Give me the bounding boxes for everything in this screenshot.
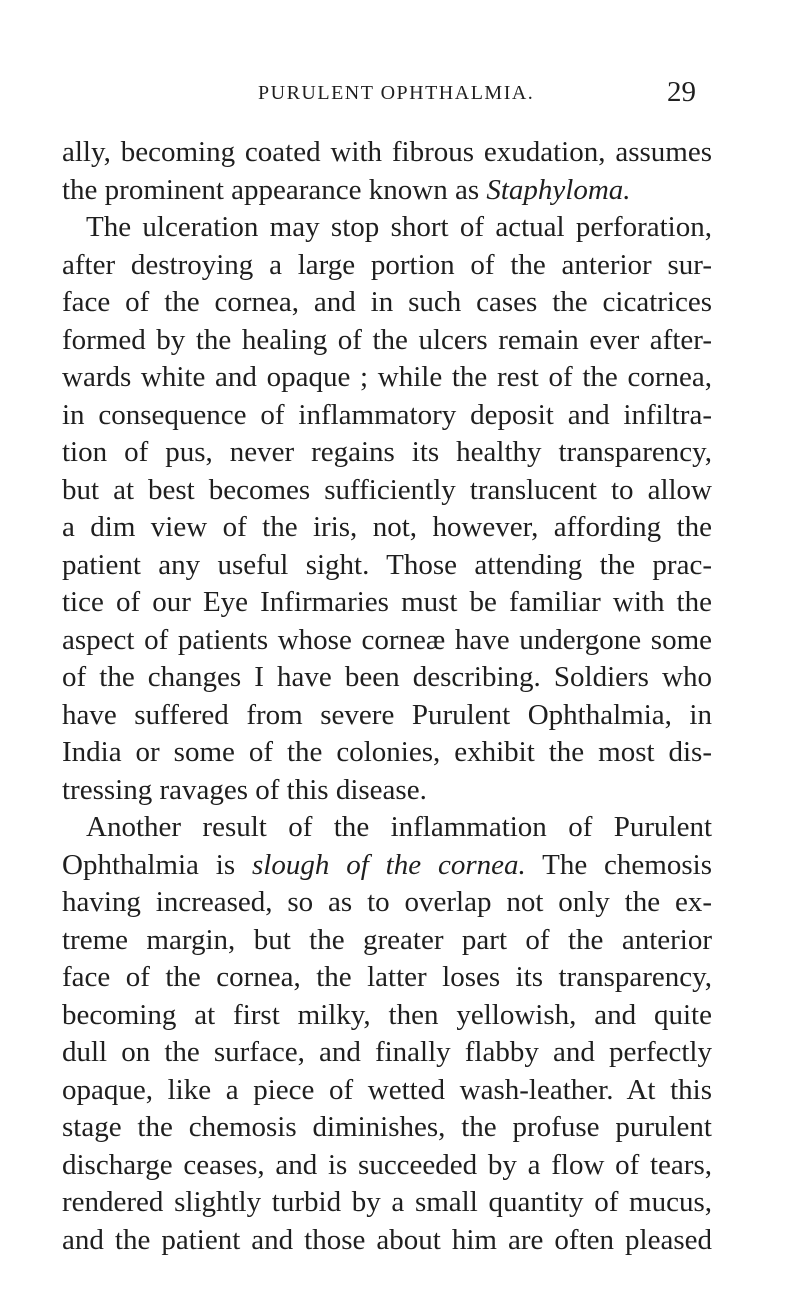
text-line bbox=[62, 1034, 712, 1072]
text-line bbox=[62, 1109, 712, 1147]
text-segment: The chemosis bbox=[525, 848, 712, 881]
body-text bbox=[62, 134, 712, 1259]
text-line bbox=[62, 734, 712, 772]
text-segment: The ulceration may stop short of actual perforation, bbox=[86, 211, 712, 243]
text-segment: face of the cornea, and in such cases the cicatrices bbox=[62, 286, 712, 318]
text-segment: dull on the surface, and finally flabby and perfectly bbox=[62, 1036, 712, 1068]
running-title: PURULENT OPHTHALMIA. bbox=[258, 82, 535, 104]
italic-text: slough of the cornea. bbox=[252, 848, 526, 881]
text-line bbox=[62, 884, 712, 922]
text-segment: and the patient and those about him are often pleased bbox=[62, 1223, 712, 1256]
text-line bbox=[62, 172, 712, 210]
text-segment: discharge ceases, and is succeeded by a flow of tears, bbox=[62, 1148, 712, 1181]
text-segment: wards white and opaque ; while the rest of the cornea, bbox=[62, 361, 712, 393]
text-line bbox=[62, 209, 712, 247]
text-line bbox=[62, 809, 712, 847]
text-line bbox=[62, 547, 712, 585]
text-line bbox=[62, 284, 712, 322]
text-segment: formed by the healing of the ulcers remain ever after- bbox=[62, 323, 712, 356]
text-line bbox=[62, 922, 712, 960]
text-line bbox=[62, 847, 712, 885]
text-segment: tressing ravages of this disease. bbox=[62, 773, 427, 806]
text-segment: rendered slightly turbid by a small quantity of mucus, bbox=[62, 1186, 712, 1218]
text-line bbox=[62, 359, 712, 397]
text-segment: but at best becomes sufficiently translucent to allow bbox=[62, 473, 712, 506]
text-line bbox=[62, 622, 712, 660]
text-segment: patient any useful sight. Those attending the prac- bbox=[62, 548, 712, 581]
text-line bbox=[62, 997, 712, 1035]
text-line bbox=[62, 959, 712, 997]
text-segment: stage the chemosis diminishes, the profuse purulent bbox=[62, 1111, 712, 1143]
text-line bbox=[62, 1072, 712, 1110]
text-segment: a dim view of the iris, not, however, affording the bbox=[62, 511, 712, 543]
text-line bbox=[62, 584, 712, 622]
text-line bbox=[62, 1184, 712, 1222]
text-line bbox=[62, 472, 712, 510]
text-segment: in consequence of inflammatory deposit and infiltra- bbox=[62, 398, 712, 431]
text-segment: having increased, so as to overlap not only the ex- bbox=[62, 886, 712, 918]
text-segment: tice of our Eye Infirmaries must be familiar with the bbox=[62, 586, 712, 618]
text-line bbox=[62, 322, 712, 360]
text-line bbox=[62, 134, 712, 172]
text-line bbox=[62, 659, 712, 697]
text-segment: after destroying a large portion of the anterior sur- bbox=[62, 248, 712, 281]
text-line bbox=[62, 247, 712, 285]
text-segment: becoming at first milky, then yellowish, and quite bbox=[62, 998, 712, 1031]
text-segment: India or some of the colonies, exhibit the most dis- bbox=[62, 736, 712, 768]
text-segment: face of the cornea, the latter loses its transparency, bbox=[62, 961, 712, 993]
text-line bbox=[62, 434, 712, 472]
text-line bbox=[62, 1147, 712, 1185]
text-line bbox=[62, 772, 712, 810]
text-line bbox=[62, 509, 712, 547]
page-number: 29 bbox=[667, 76, 696, 108]
text-segment: Ophthalmia is bbox=[62, 848, 253, 881]
text-segment: have suffered from severe Purulent Ophthalmia, in bbox=[62, 698, 712, 731]
text-segment: treme margin, but the greater part of the anterior bbox=[62, 923, 712, 956]
italic-text: Staphyloma. bbox=[486, 173, 631, 206]
text-line bbox=[62, 397, 712, 435]
text-line bbox=[62, 697, 712, 735]
text-segment: aspect of patients whose corneæ have undergone some bbox=[62, 623, 712, 656]
text-segment: ally, becoming coated with fibrous exudation, assumes bbox=[62, 136, 712, 168]
text-segment: of the changes I have been describing. Soldiers who bbox=[62, 661, 712, 693]
text-segment: Another result of the inflammation of Purulent bbox=[86, 811, 712, 843]
text-segment: the prominent appearance known as bbox=[62, 173, 487, 206]
text-segment: tion of pus, never regains its healthy transparency, bbox=[62, 436, 712, 468]
text-segment: opaque, like a piece of wetted wash-leather. At this bbox=[62, 1073, 712, 1106]
text-line bbox=[62, 1222, 712, 1260]
